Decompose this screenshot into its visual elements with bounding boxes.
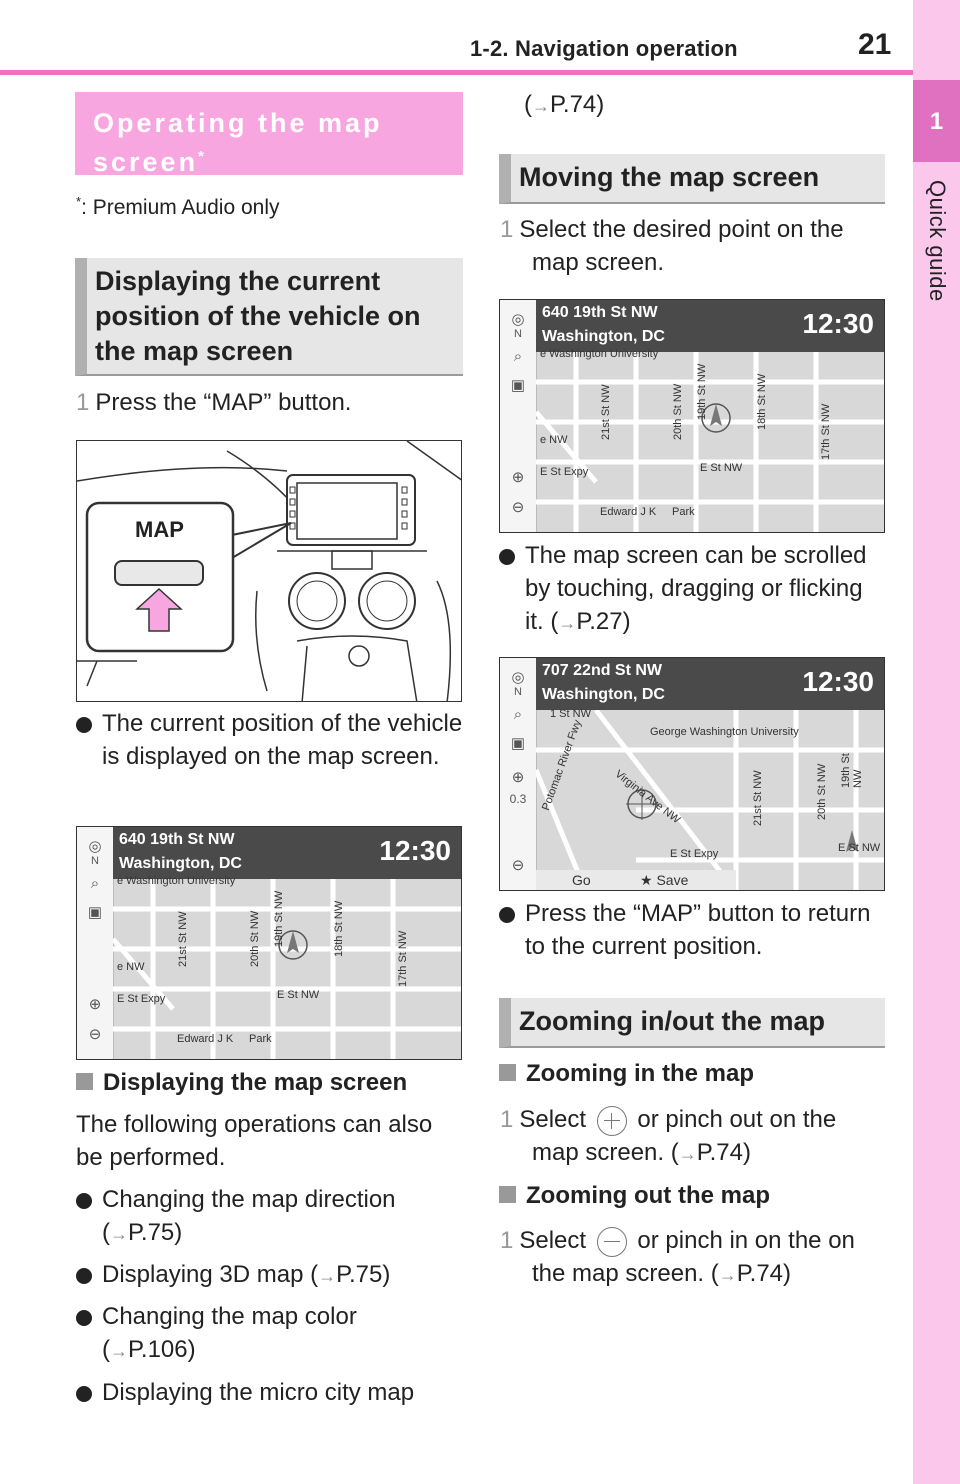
home-icon: ▣: [87, 904, 103, 921]
star-icon: ★: [640, 872, 657, 888]
reference-link[interactable]: P.75): [336, 1261, 391, 1288]
subsection-title-zooming: Zooming in/out the map: [499, 998, 885, 1048]
footnote: *: Premium Audio only: [76, 194, 280, 219]
paragraph-operations: The following operations can also be performed.: [76, 1111, 433, 1171]
compass-icon: ◎: [88, 838, 102, 855]
bullet-current-position: The current position of the vehicle is displayed on the map screen.: [76, 707, 466, 773]
save-button[interactable]: ★ Save: [640, 872, 689, 888]
step-select-point: 1 Select the desired point on the map screen.: [500, 216, 844, 276]
reference-link[interactable]: P.27): [576, 608, 631, 635]
step-zoom-out: 1 Select or pinch in on the on the map screen. (→P.74): [500, 1227, 855, 1287]
compass-icon: ◎: [511, 669, 525, 686]
zoom-in-icon: ⊕: [511, 469, 525, 486]
bullet-map-direction: Changing the map direction (→P.75): [76, 1183, 466, 1251]
square-bullet: [499, 1064, 516, 1081]
map-streets: [536, 352, 885, 533]
heading-zooming-out: Zooming out the map: [499, 1179, 885, 1212]
bullet-scroll-map: The map screen can be scrolled by touching, dragging or flicking it. (→P.27): [499, 539, 879, 640]
subsection-title-current-position: Displaying the current position of the vehicle on the map screen: [75, 258, 463, 376]
map-side-controls: ◎ N ⌕ ▣ ⊕ 0.3 ⊖: [500, 658, 537, 890]
square-bullet: [76, 1073, 93, 1090]
square-bullet: [499, 1186, 516, 1203]
home-icon: ▣: [510, 377, 526, 394]
bullet-dot: [76, 717, 92, 733]
step-press-map: 1 Press the “MAP” button.: [76, 389, 352, 416]
map-side-controls: ◎ N ⌕ ▣ ⊕ ⊖: [500, 300, 537, 532]
zoom-in-icon: ⊕: [88, 996, 102, 1013]
map-clock: 12:30: [802, 666, 874, 697]
home-icon: ▣: [510, 735, 526, 752]
scale-value: 0.3: [509, 792, 527, 806]
zoom-out-icon: ⊖: [511, 857, 525, 874]
map-header: 640 19th St NW Washington, DC 12:30: [113, 827, 461, 879]
zoom-out-icon: ⊖: [511, 499, 525, 516]
map-screenshot-moving: ◎ N ⌕ ▣ ⊕ ⊖ 640 19th St NW Washington, DC 12:30 e Washington University 21st St NW 20th St NW 19th St NW 18th St NW 17th St NW E St NW E St Expy Edward J K Park e NW: [499, 299, 885, 533]
bullet-3d-map: Displaying 3D map (→P.75): [76, 1258, 466, 1293]
reference-link[interactable]: P.74): [736, 1260, 792, 1287]
reference-link[interactable]: P.106): [128, 1336, 196, 1363]
zoom-in-icon[interactable]: [597, 1106, 627, 1136]
map-screenshot-scrolled: ◎ N ⌕ ▣ ⊕ 0.3 ⊖ 707 22nd St NW Washington, DC 12:30 George Washington University Virginia Ave NW Potomac River Fwy 21st St NW 20th St NW 19th St NW E St Expy E St NW Go ★ Save 1 St NW: [499, 657, 885, 891]
chapter-label: Quick guide: [925, 180, 950, 302]
subsection-title-moving-map: Moving the map screen: [499, 154, 885, 204]
chapter-number: 1: [929, 108, 944, 135]
search-icon: ⌕: [90, 875, 100, 892]
map-side-controls: ◎ N ⌕ ▣ ⊕ ⊖: [77, 827, 114, 1059]
reference-link[interactable]: P.75): [128, 1219, 183, 1246]
heading-displaying-map-screen: Displaying the map screen: [76, 1066, 466, 1099]
reference-link[interactable]: P.74): [696, 1139, 751, 1166]
dashboard-drawing: [77, 441, 462, 702]
zoom-out-icon[interactable]: [597, 1227, 627, 1257]
map-clock: 12:30: [802, 308, 874, 339]
map-screenshot-current-position: ◎ N ⌕ ▣ ⊕ ⊖ 640 19th St NW Washington, DC 12:30 e Washington University 21st St NW 20th St NW 19th St NW 18th St NW 17th St NW E St NW E St Expy Edward J K Park e NW: [76, 826, 462, 1060]
map-streets: [113, 879, 462, 1060]
bullet-map-color: Changing the map color (→P.106): [76, 1300, 416, 1368]
page-number: 21: [858, 28, 892, 61]
section-title: 1-2. Navigation operation: [470, 36, 738, 61]
compass-icon: ◎: [511, 311, 525, 328]
zoom-out-icon: ⊖: [88, 1026, 102, 1043]
reference-link[interactable]: P.74): [550, 91, 605, 118]
bullet-return-current-position: Press the “MAP” button to return to the current position.: [499, 897, 885, 963]
search-icon: ⌕: [513, 706, 523, 723]
map-header: 707 22nd St NW Washington, DC 12:30: [536, 658, 884, 710]
step-zoom-in: 1 Select or pinch out on the map screen. (→P.74): [500, 1106, 837, 1166]
search-icon: ⌕: [513, 348, 523, 365]
map-button-label: MAP: [135, 517, 184, 542]
map-clock: 12:30: [379, 835, 451, 866]
bullet-micro-city-map: Displaying the micro city map: [76, 1376, 466, 1409]
go-button[interactable]: Go: [572, 872, 591, 888]
zoom-in-icon: ⊕: [511, 769, 525, 786]
dashboard-illustration: [76, 440, 462, 702]
continued-reference: (→P.74): [524, 91, 605, 118]
header-rule: [0, 70, 914, 75]
main-section-title: Operating the map screen*: [75, 92, 463, 175]
heading-zooming-in: Zooming in the map: [499, 1057, 885, 1090]
map-header: 640 19th St NW Washington, DC 12:30: [536, 300, 884, 352]
